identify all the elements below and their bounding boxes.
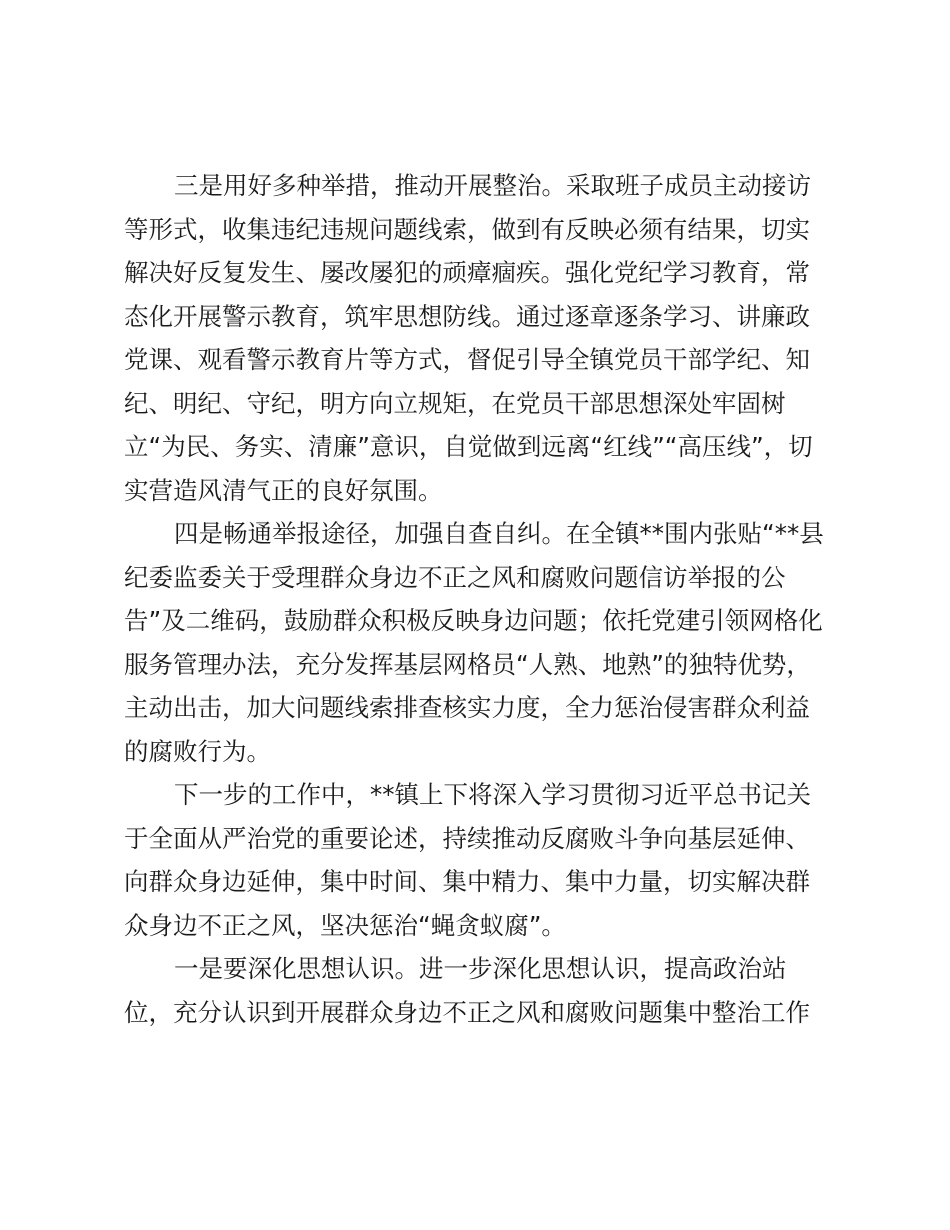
text-line: 服务管理办法，充分发挥基层网格员“人熟、地熟”的独特优势，: [124, 649, 811, 679]
text-line: 纪委监委关于受理群众身边不正之风和腐败问题信访举报的公: [124, 562, 786, 592]
text-line: 位，充分认识到开展群众身边不正之风和腐败问题集中整治工作: [124, 997, 810, 1027]
text-line: 立“为民、务实、清廉”意识，自觉做到远离“红线”“高压线”，切: [124, 432, 813, 461]
text-line: 解决好反复发生、屡改屡犯的顽瘴痼疾。强化党纪学习教育，常: [124, 258, 810, 287]
text-line: 三是用好多种举措，推动开展整治。采取班子成员主动接访: [174, 171, 811, 200]
text-line: 四是畅通举报途径，加强自查自纠。在全镇**围内张贴“**县: [174, 519, 824, 548]
text-line: 态化开展警示教育，筑牢思想防线。通过逐章逐条学习、讲廉政: [124, 301, 810, 331]
paragraph-task-1: [124, 947, 844, 1034]
text-line: 党课、观看警示教育片等方式，督促引导全镇党员干部学纪、知: [124, 345, 810, 374]
text-line: 下一步的工作中，**镇上下将深入学习贯彻习近平总书记关: [174, 780, 811, 809]
paragraph-measure-3: [124, 164, 844, 512]
paragraph-measure-4: [124, 512, 844, 773]
text-line: 纪、明纪、守纪，明方向立规矩，在党员干部思想深处牢固树: [124, 388, 786, 418]
text-line: 向群众身边延伸，集中时间、集中精力、集中力量，切实解决群: [124, 867, 810, 896]
text-line: 一是要深化思想认识。进一步深化思想认识，提高政治站: [174, 954, 787, 983]
text-line: 主动出击，加大问题线索排查核实力度，全力惩治侵害群众利益: [124, 693, 810, 722]
text-line: 于全面从严治党的重要论述，持续推动反腐败斗争向基层延伸、: [124, 823, 810, 853]
text-line: 实营造风清气正的良好氛围。: [124, 475, 443, 505]
document-body: [124, 164, 844, 1034]
text-line: 众身边不正之风，坚决惩治“蝇贪蚁腐”。: [124, 910, 566, 940]
text-line: 等形式，收集违纪违规问题线索，做到有反映必须有结果，切实: [124, 214, 810, 244]
text-line: 的腐败行为。: [124, 736, 271, 766]
text-line: 告”及二维码，鼓励群众积极反映身边问题；依托党建引领网格化: [124, 606, 823, 635]
paragraph-next-steps: [124, 773, 844, 947]
